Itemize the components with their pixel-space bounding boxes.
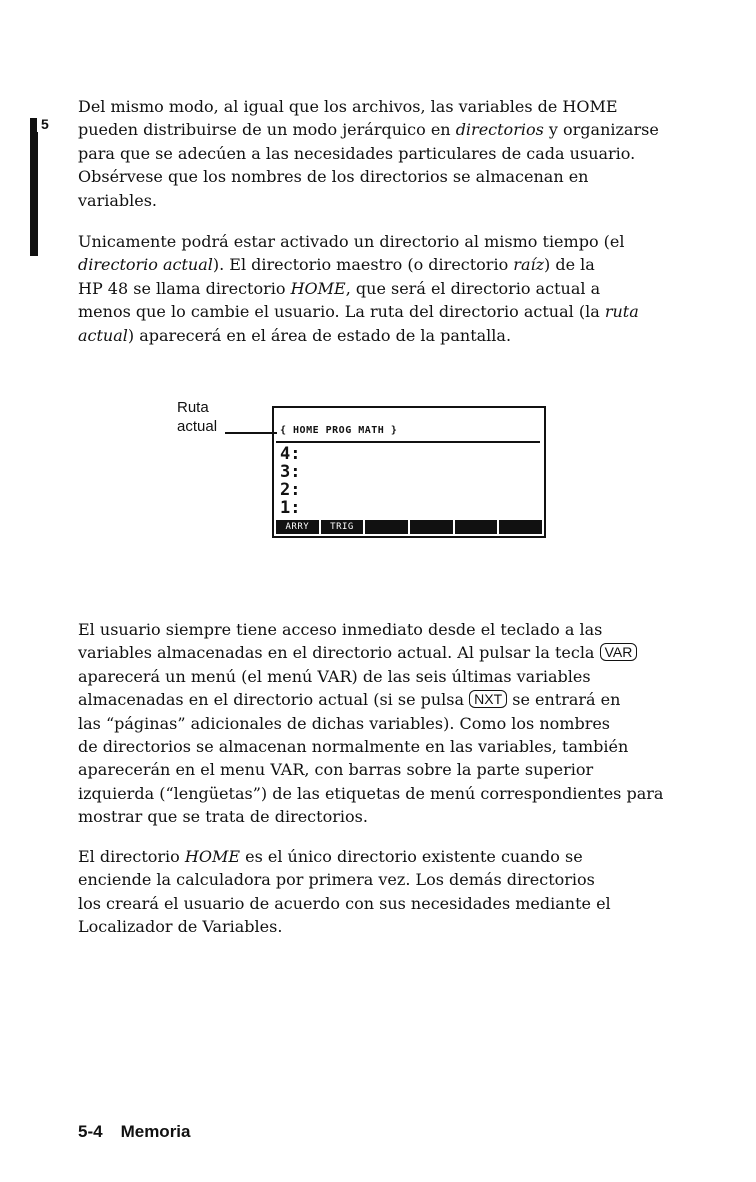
text-line: variables almacenadas en el directorio actual. Al pulsar la tecla VAR	[78, 641, 703, 664]
stack-level-3: 3:	[280, 462, 301, 482]
text-line: de directorios se almacenan normalmente en las variables, también	[78, 737, 629, 757]
figure-label-line2: actual	[177, 418, 218, 435]
emphasis-term: raíz	[513, 255, 545, 275]
stack-level-4: 4:	[280, 444, 301, 464]
stack-level-2: 2:	[280, 480, 301, 500]
text-line: El directorio HOME es el único directorio existente cuando se	[78, 847, 583, 866]
text-line: los creará el usuario de acuerdo con sus necesidades mediante el	[78, 893, 611, 913]
text-line: para que se adecúen a las necesidades particulares de cada usuario.	[78, 143, 636, 163]
text-line: Localizador de Variables.	[78, 917, 283, 937]
emphasis-term: directorio actual	[78, 255, 213, 275]
nxt-key: NXT	[469, 690, 507, 708]
status-path: { HOME PROG MATH }	[280, 425, 398, 436]
emphasis-term: actual	[78, 325, 128, 345]
section-title: Memoria	[120, 1122, 191, 1141]
text-line: almacenadas en el directorio actual (si se pulsa NXT se entrará en	[78, 690, 621, 710]
text-line: actual) aparecerá en el área de estado de la pantalla.	[78, 325, 512, 345]
menu-key-6[interactable]	[499, 520, 542, 534]
emphasis-term: HOME	[184, 847, 241, 866]
text-line: Obsérvese que los nombres de los directorios se almacenan en	[78, 167, 589, 187]
text-line: las “páginas” adicionales de dichas variables). Como los nombres	[78, 713, 611, 733]
text-line: pueden distribuirse de un modo jerárquico en directorios y organizarse	[78, 120, 659, 140]
chapter-tab-number: 5	[31, 116, 51, 132]
text-line: enciende la calculadora por primera vez. Los demás directorios	[78, 870, 595, 890]
text-line: variables.	[78, 190, 158, 210]
menu-bar	[276, 520, 542, 534]
menu-key-1[interactable]: ARRY	[276, 520, 319, 534]
emphasis-term: HOME	[290, 278, 346, 298]
menu-key-3[interactable]	[365, 520, 408, 534]
text-line: menos que lo cambie el usuario. La ruta del directorio actual (la ruta	[78, 302, 639, 322]
text-line: HP 48 se llama directorio HOME, que será el directorio actual a	[78, 278, 601, 298]
menu-key-5[interactable]	[455, 520, 498, 534]
figure-label-line1: Ruta	[177, 399, 209, 416]
text-line: Unicamente podrá estar activado un directorio al mismo tiempo (el	[78, 232, 625, 251]
text-line: mostrar que se trata de directorios.	[78, 807, 368, 827]
text-line: directorio actual). El directorio maestro (o directorio raíz) de la	[78, 255, 595, 275]
text-line: Del mismo modo, al igual que los archivos, las variables de HOME	[78, 97, 618, 116]
paragraph-current-directory	[78, 230, 703, 347]
menu-key-4[interactable]	[410, 520, 453, 534]
emphasis-term: directorios	[455, 120, 544, 140]
paragraph-var-menu	[78, 618, 703, 829]
var-key: VAR	[600, 643, 638, 661]
page-number: 5-4	[78, 1122, 103, 1141]
figure-pointer-line	[225, 432, 277, 434]
text-line: El usuario siempre tiene acceso inmediato desde el teclado a las	[78, 620, 603, 639]
paragraph-directories-intro	[78, 95, 703, 212]
stack-level-1: 1:	[280, 498, 301, 518]
figure-label-current-path	[177, 398, 217, 436]
text-line: aparecerá un menú (el menú VAR) de las seis últimas variables	[78, 666, 591, 686]
paragraph-home-directory	[78, 845, 703, 939]
menu-key-2[interactable]: TRIG	[321, 520, 364, 534]
status-divider	[276, 441, 540, 443]
text-line: aparecerán en el menu VAR, con barras sobre la parte superior	[78, 760, 594, 780]
calculator-screen	[272, 406, 546, 538]
emphasis-term: ruta	[604, 302, 639, 322]
text-line: izquierda (“lengüetas”) de las etiquetas de menú correspondientes para	[78, 783, 664, 803]
page-footer	[78, 1122, 191, 1142]
chapter-tab-bar	[30, 118, 38, 256]
